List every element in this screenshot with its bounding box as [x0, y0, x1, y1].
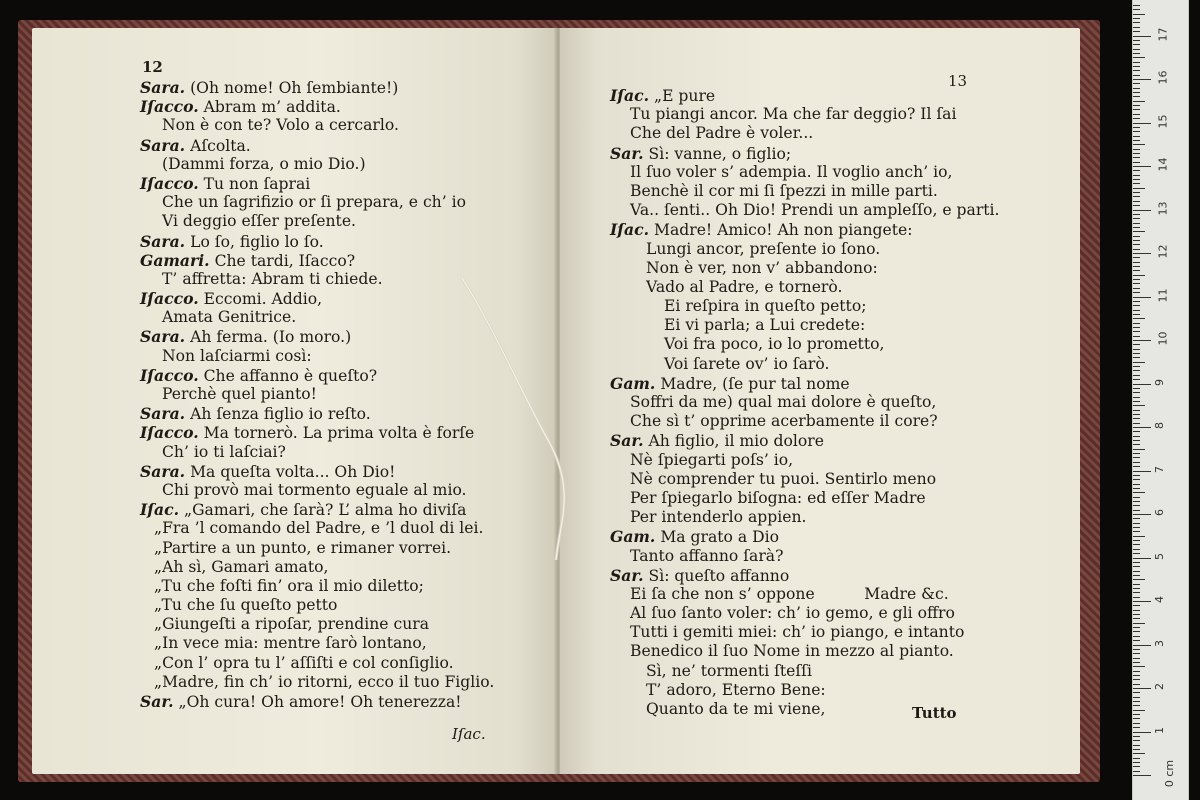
verse-text: Ei ſa che non s’ oppone Madre &c.	[630, 584, 949, 603]
ruler-tick	[1133, 631, 1140, 632]
ruler-tick	[1133, 301, 1140, 302]
ruler-label: 13	[1156, 201, 1170, 215]
verse-text: Vado al Padre, e tornerò.	[646, 277, 843, 296]
ruler-tick	[1133, 262, 1140, 263]
verse-text: „Gamari, che ſarà? L’ alma ho diviſa	[184, 501, 467, 520]
verse-text: „Tu che ſu queſto petto	[154, 596, 338, 615]
ruler-tick	[1133, 501, 1140, 502]
ruler-tick	[1133, 109, 1140, 110]
ruler-label: 0 cm	[1163, 759, 1177, 788]
ruler-tick	[1133, 753, 1145, 754]
ruler-tick	[1133, 231, 1145, 232]
ruler-tick	[1133, 62, 1140, 63]
ruler-tick	[1133, 157, 1140, 158]
ruler-tick	[1133, 214, 1140, 215]
ruler-tick	[1133, 427, 1151, 428]
ruler-tick	[1133, 336, 1140, 337]
ruler-tick	[1133, 366, 1140, 367]
ruler-label: 14	[1156, 157, 1170, 172]
verse-text: Tanto affanno ſarà?	[630, 546, 784, 565]
verse-text: „Con l’ opra tu l’ aſſiſti e col conſiglio.	[154, 653, 454, 672]
ruler-tick	[1133, 775, 1151, 776]
ruler-tick	[1133, 662, 1140, 663]
verse-text: Soffri da me) qual mai dolore è queſto,	[630, 393, 937, 411]
ruler-tick	[1133, 658, 1140, 659]
ruler-tick	[1133, 562, 1140, 563]
catchword-left: Iſac.	[452, 725, 486, 743]
ruler-tick	[1133, 257, 1140, 258]
ruler-tick	[1133, 636, 1140, 637]
speaker-name: Iſacco.	[140, 173, 199, 193]
ruler-tick	[1133, 57, 1145, 58]
ruler-tick	[1133, 505, 1140, 506]
speaker-name: Sara.	[140, 404, 186, 424]
ruler-tick	[1133, 497, 1140, 498]
verse-text: Vi deggio eſſer preſente.	[162, 212, 357, 231]
ruler-tick	[1133, 653, 1140, 654]
verse-text: Benchè il cor mi ſi ſpezzi in mille parti.	[630, 181, 938, 200]
ruler-tick	[1133, 471, 1151, 472]
verse-text: (Oh nome! Oh ſembiante!)	[190, 79, 399, 97]
verse-text: Non laſciarmi così:	[162, 346, 312, 365]
speaker-name: Gam.	[610, 527, 656, 547]
speaker-name: Iſac.	[610, 220, 650, 240]
verse-text: Ma grato a Dio	[660, 528, 780, 547]
verse-text: Benedico il ſuo Nome in mezzo al pianto.	[630, 642, 954, 661]
verse-text: Voi fra poco, io lo prometto,	[664, 335, 885, 354]
verse-text: Eccomi. Addio,	[203, 290, 323, 309]
speaker-name: Sar.	[610, 143, 644, 163]
verse-text: „E pure	[654, 87, 716, 105]
ruler-tick	[1133, 727, 1140, 728]
ruler-label: 10	[1156, 331, 1170, 346]
ruler-tick	[1133, 714, 1140, 715]
ruler-tick	[1133, 618, 1140, 619]
verse-text: „In vece mia: mentre ſarò lontano,	[154, 634, 427, 653]
ruler-tick	[1133, 175, 1140, 176]
ruler-label: 1	[1153, 726, 1166, 734]
ruler-tick	[1133, 149, 1140, 150]
ruler-tick	[1133, 114, 1140, 115]
ruler-tick	[1133, 101, 1145, 102]
ruler-tick	[1133, 205, 1140, 206]
speaker-name: Sara.	[140, 231, 186, 251]
ruler-label: 9	[1153, 378, 1166, 386]
ruler-tick	[1133, 701, 1140, 702]
ruler-tick	[1133, 144, 1145, 145]
ruler-tick	[1133, 531, 1140, 532]
ruler-tick	[1133, 553, 1140, 554]
ruler-tick	[1133, 70, 1140, 71]
verse-text: Sì, ne’ tormenti ſteſſi	[646, 661, 812, 680]
ruler-tick	[1133, 192, 1140, 193]
verse-text: „Oh cura! Oh amore! Oh tenerezza!	[178, 693, 462, 711]
ruler-tick	[1133, 666, 1145, 667]
ruler-tick	[1133, 479, 1140, 480]
verse-text: Il ſuo voler s’ adempia. Il voglio anch’ io,	[630, 162, 953, 181]
ruler-tick	[1133, 523, 1140, 524]
verse-text: „Madre, fin ch’ io ritorni, ecco il tuo Figlio.	[154, 672, 495, 691]
verse-text: Aſcolta.	[190, 136, 251, 155]
ruler-label: 16	[1156, 70, 1170, 85]
ruler-tick	[1133, 697, 1140, 698]
verse-text: Ch’ io ti laſciai?	[162, 442, 286, 461]
verse-text: „Giungeſti a ripoſar, prendine cura	[154, 615, 430, 634]
verse-text: Tu piangi ancor. Ma che far deggio? Il ſai	[630, 105, 957, 124]
ruler-tick	[1133, 571, 1140, 572]
ruler-label: 3	[1153, 639, 1166, 647]
verse-text: Madre! Amico! Ah non piangete:	[654, 221, 913, 240]
ruler-tick	[1133, 544, 1140, 545]
verse-text: „Ah sì, Gamari amato,	[154, 557, 329, 576]
ruler-tick	[1133, 331, 1140, 332]
ruler-tick	[1133, 279, 1140, 280]
ruler-tick	[1133, 297, 1151, 298]
ruler-tick	[1133, 310, 1140, 311]
ruler-label: 7	[1153, 465, 1166, 473]
ruler-tick	[1133, 275, 1145, 276]
verse-text: Voi ſarete ov’ io ſarò.	[664, 354, 830, 373]
ruler-tick	[1133, 453, 1140, 454]
ruler-tick	[1133, 462, 1140, 463]
ruler-tick	[1133, 475, 1140, 476]
ruler-tick	[1133, 379, 1140, 380]
verse-text: „Tu che foſti fin’ ora il mio diletto;	[154, 576, 424, 595]
ruler-tick	[1133, 623, 1145, 624]
speaker-name: Iſacco.	[140, 97, 199, 117]
verse-text: Tutti i gemiti miei: ch’ io piango, e intanto	[630, 623, 965, 642]
ruler-tick	[1133, 44, 1140, 45]
ruler-tick	[1133, 131, 1140, 132]
verse-text: „Partire a un punto, e rimaner vorrei.	[154, 538, 452, 557]
ruler-tick	[1133, 218, 1140, 219]
verse-text: Per intenderlo appien.	[630, 508, 807, 527]
ruler-tick	[1133, 166, 1151, 167]
ruler-tick	[1133, 179, 1140, 180]
verse-text: Madre, (ſe pur tal nome	[660, 374, 850, 393]
ruler-tick	[1133, 627, 1140, 628]
ruler-tick	[1133, 314, 1140, 315]
ruler-tick	[1133, 645, 1151, 646]
verse-text: Quanto da te mi viene,	[646, 700, 826, 718]
ruler-tick	[1133, 75, 1140, 76]
verse-text: Sì: queſto affanno	[648, 566, 790, 585]
catchword-right: Tutto	[912, 704, 957, 722]
ruler-tick	[1133, 201, 1140, 202]
ruler-label: 8	[1153, 422, 1166, 429]
verse-text: Che tardi, Iſacco?	[214, 251, 356, 270]
ruler-label: 5	[1153, 552, 1166, 560]
speaker-name: Sara.	[140, 461, 186, 481]
ruler-tick	[1133, 88, 1140, 89]
ruler-tick	[1133, 436, 1140, 437]
ruler-tick	[1133, 49, 1140, 50]
speaker-name: Iſacco.	[140, 365, 199, 385]
ruler-tick	[1133, 210, 1151, 211]
ruler-tick	[1133, 83, 1140, 84]
ruler-tick	[1133, 183, 1140, 184]
ruler-tick	[1133, 640, 1140, 641]
ruler-tick	[1133, 153, 1140, 154]
verse-text: „Fra ’l comando del Padre, e ’l duol di lei.	[154, 519, 484, 538]
speaker-name: Sara.	[140, 78, 186, 97]
ruler-tick	[1133, 249, 1140, 250]
ruler-tick	[1133, 370, 1140, 371]
ruler-tick	[1133, 127, 1140, 128]
ruler-tick	[1133, 605, 1140, 606]
ruler-tick	[1133, 79, 1151, 80]
ruler-tick	[1133, 449, 1145, 450]
verse-text: Che sì t’ opprime acerbamente il core?	[630, 412, 938, 431]
ruler-tick	[1133, 540, 1140, 541]
speaker-name: Gam.	[610, 373, 656, 393]
ruler-tick	[1133, 492, 1145, 493]
ruler-tick	[1133, 484, 1140, 485]
ruler-tick	[1133, 679, 1140, 680]
ruler-tick	[1133, 401, 1140, 402]
ruler-tick	[1133, 27, 1140, 28]
ruler-tick	[1133, 388, 1140, 389]
ruler-tick	[1133, 270, 1140, 271]
verse-text: Non è ver, non v’ abbandono:	[646, 258, 878, 277]
speaker-name: Iſacco.	[140, 423, 199, 443]
verse-text: Ah ferma. (Io moro.)	[190, 328, 352, 347]
speaker-name: Gamari.	[140, 250, 210, 270]
page-number-left: 12	[142, 58, 163, 76]
verse-text: Va.. ſenti.. Oh Dio! Prendi un ampleſſo, e parti.	[630, 201, 1000, 220]
ruler-tick	[1133, 105, 1140, 106]
ruler-tick	[1133, 536, 1145, 537]
ruler-label: 15	[1156, 114, 1170, 128]
ruler-tick	[1133, 40, 1140, 41]
ruler-tick	[1133, 14, 1145, 15]
ruler-tick	[1133, 236, 1140, 237]
verse-text: Amata Genitrice.	[162, 308, 297, 327]
ruler-tick	[1133, 688, 1151, 689]
verse-text: Ei vi parla; a Lui credete:	[664, 316, 866, 335]
ruler-tick	[1133, 5, 1140, 6]
page-number-right: 13	[948, 72, 968, 90]
ruler-tick	[1133, 162, 1140, 163]
verse-text: Non è con te? Volo a cercarlo.	[162, 116, 399, 135]
ruler-tick	[1133, 318, 1145, 319]
ruler-tick	[1133, 414, 1140, 415]
ruler-tick	[1133, 344, 1140, 345]
ruler-tick	[1133, 614, 1140, 615]
ruler-tick	[1133, 244, 1140, 245]
ruler-tick	[1133, 601, 1151, 602]
ruler-tick	[1133, 22, 1140, 23]
speaker-name: Sara.	[140, 135, 186, 155]
ruler-tick	[1133, 431, 1140, 432]
ruler-tick	[1133, 488, 1140, 489]
verse-text: Nè comprender tu puoi. Sentirlo meno	[630, 469, 937, 488]
ruler-tick	[1133, 514, 1151, 515]
ruler-tick	[1133, 288, 1140, 289]
ruler-tick	[1133, 762, 1140, 763]
ruler-tick	[1133, 96, 1140, 97]
speaker-name: Sar.	[140, 692, 174, 711]
ruler-tick	[1133, 170, 1140, 171]
ruler-tick	[1133, 188, 1145, 189]
verse-text: Che del Padre è voler...	[630, 124, 814, 143]
ruler-tick	[1133, 558, 1151, 559]
verse-text: T’ adoro, Eterno Bene:	[646, 680, 826, 699]
ruler-tick	[1133, 671, 1140, 672]
ruler-tick	[1133, 375, 1140, 376]
verse-text: Che un ſagrifizio or ſi prepara, e ch’ io	[162, 193, 467, 212]
ruler-tick	[1133, 362, 1145, 363]
ruler-tick	[1133, 410, 1140, 411]
ruler-tick	[1133, 423, 1140, 424]
ruler-tick	[1133, 223, 1140, 224]
ruler-tick	[1133, 566, 1140, 567]
ruler-tick	[1133, 18, 1140, 19]
ruler-tick	[1133, 444, 1140, 445]
ruler-tick	[1133, 392, 1140, 393]
verse-text: Perchè quel pianto!	[162, 385, 317, 403]
ruler-label: 17	[1156, 27, 1170, 41]
verse-text: Abram m’ addita.	[203, 98, 341, 117]
ruler-tick	[1133, 766, 1140, 767]
ruler-tick	[1133, 597, 1140, 598]
ruler-tick	[1133, 384, 1151, 385]
ruler-tick	[1133, 649, 1140, 650]
ruler-label: 4	[1153, 596, 1166, 603]
ruler-label: 2	[1153, 683, 1166, 690]
ruler-tick	[1133, 323, 1140, 324]
ruler-tick	[1133, 340, 1151, 341]
speaker-name: Sar.	[610, 565, 644, 585]
ruler-tick	[1133, 353, 1140, 354]
ruler-tick	[1133, 123, 1151, 124]
ruler-tick	[1133, 283, 1140, 284]
ruler-tick	[1133, 397, 1140, 398]
verse-text: Che affanno è queſto?	[203, 366, 378, 385]
ruler-tick	[1133, 457, 1140, 458]
ruler-label: 11	[1156, 288, 1170, 302]
ruler-tick	[1133, 579, 1145, 580]
ruler-tick	[1133, 510, 1140, 511]
ruler-tick	[1133, 758, 1140, 759]
ruler-label: 6	[1153, 509, 1166, 516]
verse-text: Ei reſpira in queſto petto;	[664, 297, 867, 316]
ruler-tick	[1133, 66, 1140, 67]
measuring-ruler	[1132, 0, 1189, 800]
verse-text: T’ affretta: Abram ti chiede.	[162, 269, 383, 288]
verse-text: Chi provò mai tormento eguale al mio.	[162, 480, 467, 499]
ruler-tick	[1133, 527, 1140, 528]
ruler-tick	[1133, 196, 1140, 197]
speaker-name: Sar.	[610, 431, 644, 451]
verse-text: Ah ſenza figlio io reſto.	[190, 405, 371, 424]
verse-text: Tu non ſaprai	[203, 174, 311, 193]
ruler-tick	[1133, 92, 1140, 93]
ruler-tick	[1133, 745, 1140, 746]
ruler-tick	[1133, 549, 1140, 550]
ruler-tick	[1133, 136, 1140, 137]
ruler-tick	[1133, 710, 1145, 711]
ruler-tick	[1133, 357, 1140, 358]
verse-text: Ma tornerò. La prima volta è forſe	[203, 424, 475, 443]
ruler-tick	[1133, 9, 1140, 10]
ruler-tick	[1133, 36, 1151, 37]
ruler-tick	[1133, 466, 1140, 467]
verse-text: Ah figlio, il mio dolore	[648, 432, 824, 451]
speaker-name: Iſac.	[140, 500, 180, 520]
ruler-tick	[1133, 736, 1140, 737]
ruler-tick	[1133, 266, 1140, 267]
ruler-tick	[1133, 584, 1140, 585]
ruler-tick	[1133, 440, 1140, 441]
ruler-tick	[1133, 718, 1140, 719]
verse-text: Ma queſta volta... Oh Dio!	[190, 462, 396, 481]
ruler-tick	[1133, 349, 1140, 350]
ruler-tick	[1133, 31, 1140, 32]
ruler-tick	[1133, 732, 1151, 733]
ruler-tick	[1133, 305, 1140, 306]
verse-text: (Dammi forza, o mio Dio.)	[162, 154, 366, 173]
ruler-tick	[1133, 740, 1140, 741]
ruler-tick	[1133, 53, 1140, 54]
ruler-tick	[1133, 227, 1140, 228]
ruler-tick	[1133, 292, 1140, 293]
speaker-name: Sara.	[140, 327, 186, 347]
ruler-tick	[1133, 692, 1140, 693]
speaker-name: Iſacco.	[140, 289, 199, 309]
ruler-tick	[1133, 575, 1140, 576]
ruler-tick	[1133, 518, 1140, 519]
verse-text: Al ſuo ſanto voler: ch’ io gemo, e gli offro	[630, 604, 955, 623]
ruler-tick	[1133, 675, 1140, 676]
ruler-tick	[1133, 684, 1140, 685]
ruler-tick	[1133, 749, 1140, 750]
verse-text: Nè ſpiegarti poſs’ io,	[630, 450, 794, 469]
ruler-tick	[1133, 140, 1140, 141]
verse-text: Lungi ancor, preſente io ſono.	[646, 239, 881, 258]
ruler-tick	[1133, 588, 1140, 589]
ruler-tick	[1133, 418, 1140, 419]
ruler-tick	[1133, 771, 1140, 772]
verse-text: Sì: vanne, o figlio;	[648, 144, 792, 163]
ruler-tick	[1133, 723, 1140, 724]
ruler-tick	[1133, 405, 1145, 406]
ruler-tick	[1133, 327, 1140, 328]
ruler-label: 12	[1156, 244, 1170, 259]
ruler-tick	[1133, 118, 1140, 119]
ruler-tick	[1133, 253, 1151, 254]
verse-text: Lo ſo, figlio lo ſo.	[190, 232, 324, 251]
ruler-tick	[1133, 240, 1140, 241]
ruler-tick	[1133, 592, 1140, 593]
verse-text: Per ſpiegarlo biſogna: ed eſſer Madre	[630, 488, 926, 507]
speaker-name: Iſac.	[610, 86, 650, 105]
ruler-tick	[1133, 705, 1140, 706]
ruler-tick	[1133, 610, 1140, 611]
